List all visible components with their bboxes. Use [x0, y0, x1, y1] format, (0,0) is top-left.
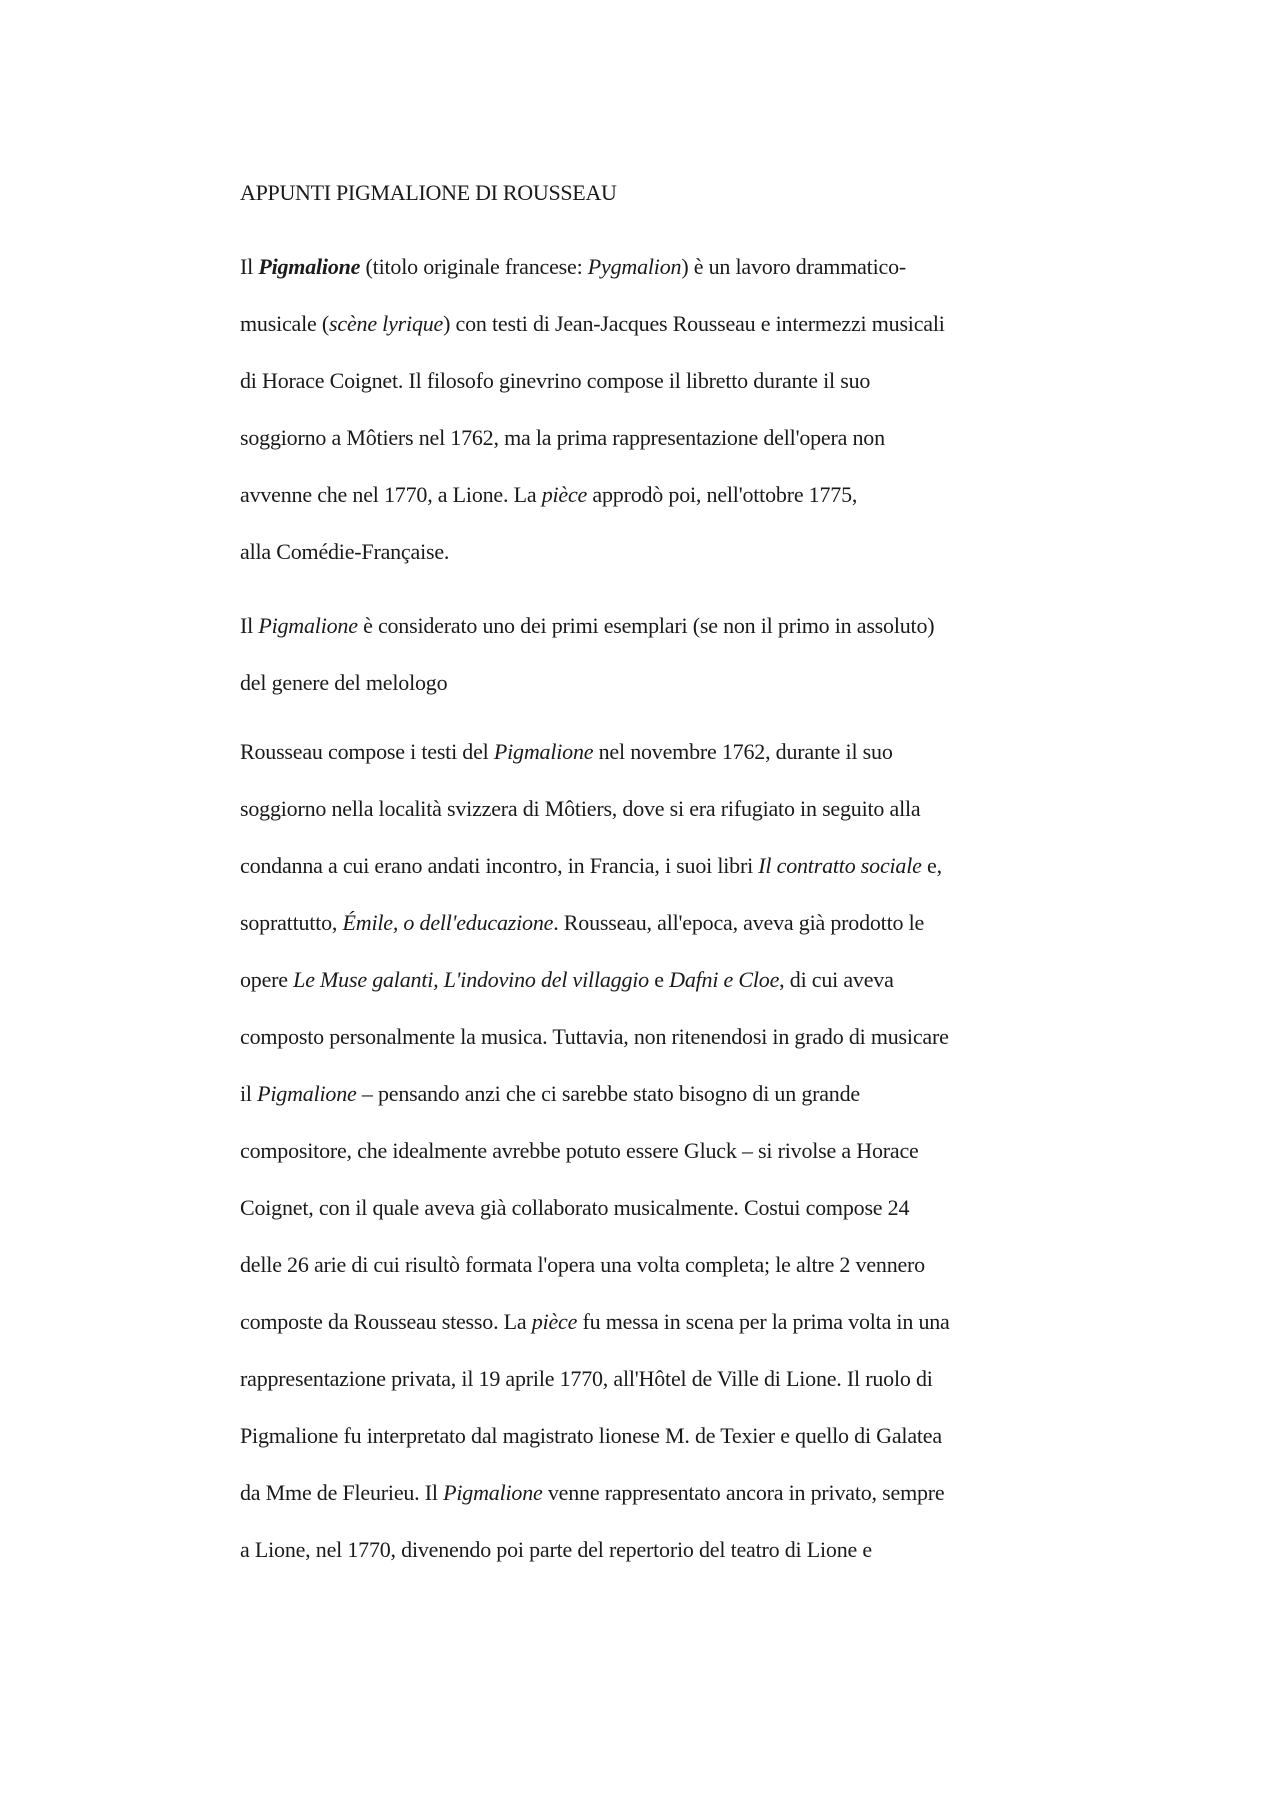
text-run: Rousseau compose i testi del	[240, 739, 494, 764]
text-line	[240, 409, 1120, 466]
emphasized-text: Émile, o dell'educazione	[342, 910, 554, 935]
text-line	[240, 1464, 1120, 1521]
text-line	[240, 597, 1120, 654]
text-line	[240, 352, 1120, 409]
text-run: soggiorno a Môtiers nel 1762, ma la prima rappresentazione dell'opera non	[240, 425, 885, 450]
emphasized-text: Pigmalione	[258, 254, 361, 279]
text-run: (titolo originale francese:	[360, 254, 588, 279]
emphasized-text: Dafni e Cloe	[669, 967, 780, 992]
text-run: soprattutto,	[240, 910, 343, 935]
text-line	[240, 1350, 1120, 1407]
text-run: approdò poi, nell'ottobre 1775,	[587, 482, 858, 507]
text-line	[240, 1179, 1120, 1236]
text-run: e,	[921, 853, 942, 878]
text-run: soggiorno nella località svizzera di Môtiers, dove si era rifugiato in seguito alla	[240, 796, 921, 821]
text-run: composto personalmente la musica. Tuttavia, non ritenendosi in grado di musicare	[240, 1024, 949, 1049]
text-run: condanna a cui erano andati incontro, in Francia, i suoi libri	[240, 853, 759, 878]
text-run: Coignet, con il quale aveva già collaborato musicalmente. Costui compose 24	[240, 1195, 910, 1220]
text-run: da Mme de Fleurieu. Il	[240, 1480, 444, 1505]
paragraph-history	[240, 723, 1120, 1578]
text-line	[240, 1122, 1120, 1179]
text-run: a Lione, nel 1770, divenendo poi parte del repertorio del teatro di Lione e	[240, 1537, 872, 1562]
text-run: e	[648, 967, 670, 992]
text-line	[240, 723, 1120, 780]
text-run: delle 26 arie di cui risultò formata l'opera una volta completa; le altre 2 vennero	[240, 1252, 925, 1277]
text-run: musicale (	[240, 311, 330, 336]
text-line	[240, 466, 1120, 523]
text-run: Pigmalione fu interpretato dal magistrato lionese M. de Texier e quello di Galatea	[240, 1423, 942, 1448]
text-line	[240, 1407, 1120, 1464]
text-run: . Rousseau, all'epoca, aveva già prodotto le	[553, 910, 925, 935]
emphasized-text: Pigmalione	[493, 739, 594, 764]
text-run: , di cui aveva	[779, 967, 894, 992]
text-line	[240, 1236, 1120, 1293]
text-line	[240, 654, 1120, 711]
text-run: Il	[240, 254, 259, 279]
text-line	[240, 780, 1120, 837]
emphasized-text: pièce	[541, 482, 588, 507]
text-run: Il	[240, 613, 259, 638]
text-line	[240, 1065, 1120, 1122]
emphasized-text: Pigmalione	[443, 1480, 543, 1505]
text-run: compositore, che idealmente avrebbe potuto essere Gluck – si rivolse a Horace	[240, 1138, 919, 1163]
text-run: del genere del melologo	[240, 670, 448, 695]
text-line	[240, 894, 1120, 951]
text-line	[240, 238, 1120, 295]
document-title: APPUNTI PIGMALIONE DI ROUSSEAU	[240, 180, 617, 205]
emphasized-text: scène lyrique	[329, 311, 444, 336]
paragraph-intro	[240, 238, 1120, 580]
text-run: di Horace Coignet. Il filosofo ginevrino compose il libretto durante il suo	[240, 368, 871, 393]
emphasized-text: pièce	[531, 1309, 578, 1334]
text-run: ) è un lavoro drammatico-	[681, 254, 907, 279]
text-line	[240, 1521, 1120, 1578]
text-run: avvenne che nel 1770, a Lione. La	[240, 482, 542, 507]
text-run: ) con testi di Jean-Jacques Rousseau e intermezzi musicali	[443, 311, 945, 336]
emphasized-text: Pygmalion	[587, 254, 682, 279]
text-run: alla Comédie-Française.	[240, 539, 450, 564]
text-run: nel novembre 1762, durante il suo	[593, 739, 893, 764]
text-line	[240, 295, 1120, 352]
text-run: fu messa in scena per la prima volta in una	[577, 1309, 950, 1334]
paragraph-melologo	[240, 597, 1120, 711]
text-run: è considerato uno dei primi esemplari (se non il primo in assoluto)	[357, 613, 935, 638]
emphasized-text: Pigmalione	[258, 613, 358, 638]
text-line	[240, 523, 1120, 580]
emphasized-text: Il contratto sociale	[758, 853, 922, 878]
text-run: opere	[240, 967, 294, 992]
text-run: composte da Rousseau stesso. La	[240, 1309, 532, 1334]
text-line	[240, 951, 1120, 1008]
text-line	[240, 1008, 1120, 1065]
text-line	[240, 1293, 1120, 1350]
emphasized-text: Pigmalione	[257, 1081, 357, 1106]
text-run: il	[240, 1081, 258, 1106]
text-run: venne rappresentato ancora in privato, sempre	[542, 1480, 945, 1505]
text-run: – pensando anzi che ci sarebbe stato bisogno di un grande	[356, 1081, 860, 1106]
text-run: rappresentazione privata, il 19 aprile 1770, all'Hôtel de Ville di Lione. Il ruolo di	[240, 1366, 933, 1391]
emphasized-text: Le Muse galanti, L'indovino del villaggio	[293, 967, 649, 992]
text-line	[240, 837, 1120, 894]
